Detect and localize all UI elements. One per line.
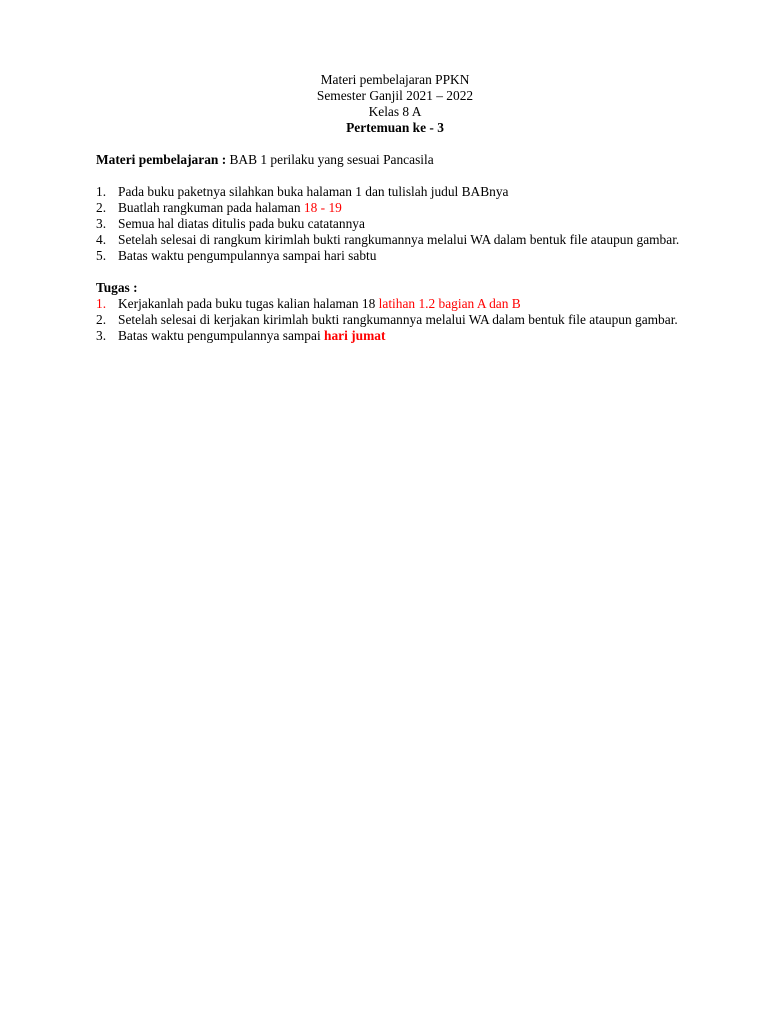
list-text: Setelah selesai di kerjakan kirimlah bukti rangkumannya melalui WA dalam bentuk file ataupun gambar. bbox=[118, 312, 678, 327]
list-item bbox=[96, 312, 694, 328]
list-number: 3. bbox=[96, 328, 107, 343]
header-semester: Semester Ganjil 2021 – 2022 bbox=[316, 88, 474, 103]
list-item bbox=[96, 248, 694, 264]
materi-label: Materi pembelajaran : bbox=[96, 152, 227, 167]
list-text: Batas waktu pengumpulannya sampai bbox=[118, 328, 325, 343]
document-header bbox=[96, 72, 694, 136]
header-class: Kelas 8 A bbox=[368, 104, 422, 119]
list-item bbox=[96, 200, 694, 216]
list-item bbox=[96, 328, 694, 344]
list-text-wrapper bbox=[118, 296, 694, 312]
page-range-highlight: 18 - 19 bbox=[303, 200, 342, 215]
list-text: Buatlah rangkuman pada halaman bbox=[118, 200, 304, 215]
list-number: 2. bbox=[96, 200, 107, 215]
instruction-list bbox=[96, 184, 694, 264]
materi-value: BAB 1 perilaku yang sesuai Pancasila bbox=[226, 152, 434, 167]
list-number: 5. bbox=[96, 248, 107, 263]
list-number: 2. bbox=[96, 312, 107, 327]
list-text: Semua hal diatas ditulis pada buku catatannya bbox=[118, 216, 365, 231]
list-item bbox=[96, 232, 694, 248]
header-meeting: Pertemuan ke - 3 bbox=[346, 120, 444, 135]
exercise-highlight: latihan 1.2 bagian A dan B bbox=[378, 296, 521, 311]
list-text: Setelah selesai di rangkum kirimlah bukti rangkumannya melalui WA dalam bentuk file ataupun gambar. bbox=[118, 232, 680, 247]
list-text-wrapper bbox=[118, 200, 694, 216]
list-text: Kerjakanlah pada buku tugas kalian halaman 18 bbox=[118, 296, 379, 311]
list-item bbox=[96, 296, 694, 312]
tugas-title: Tugas : bbox=[96, 280, 138, 295]
document-page bbox=[96, 72, 694, 344]
list-number: 3. bbox=[96, 216, 107, 231]
list-text: Batas waktu pengumpulannya sampai hari sabtu bbox=[118, 248, 377, 263]
list-item bbox=[96, 184, 694, 200]
list-item bbox=[96, 216, 694, 232]
list-number: 1. bbox=[96, 296, 107, 311]
materi-line bbox=[96, 152, 694, 168]
list-text: Pada buku paketnya silahkan buka halaman 1 dan tulislah judul BABnya bbox=[118, 184, 509, 199]
deadline-highlight: hari jumat bbox=[324, 328, 386, 343]
list-number: 4. bbox=[96, 232, 107, 247]
list-number: 1. bbox=[96, 184, 107, 199]
header-subject: Materi pembelajaran PPKN bbox=[320, 72, 470, 87]
list-text-wrapper bbox=[118, 328, 694, 344]
tugas-list bbox=[96, 296, 694, 344]
